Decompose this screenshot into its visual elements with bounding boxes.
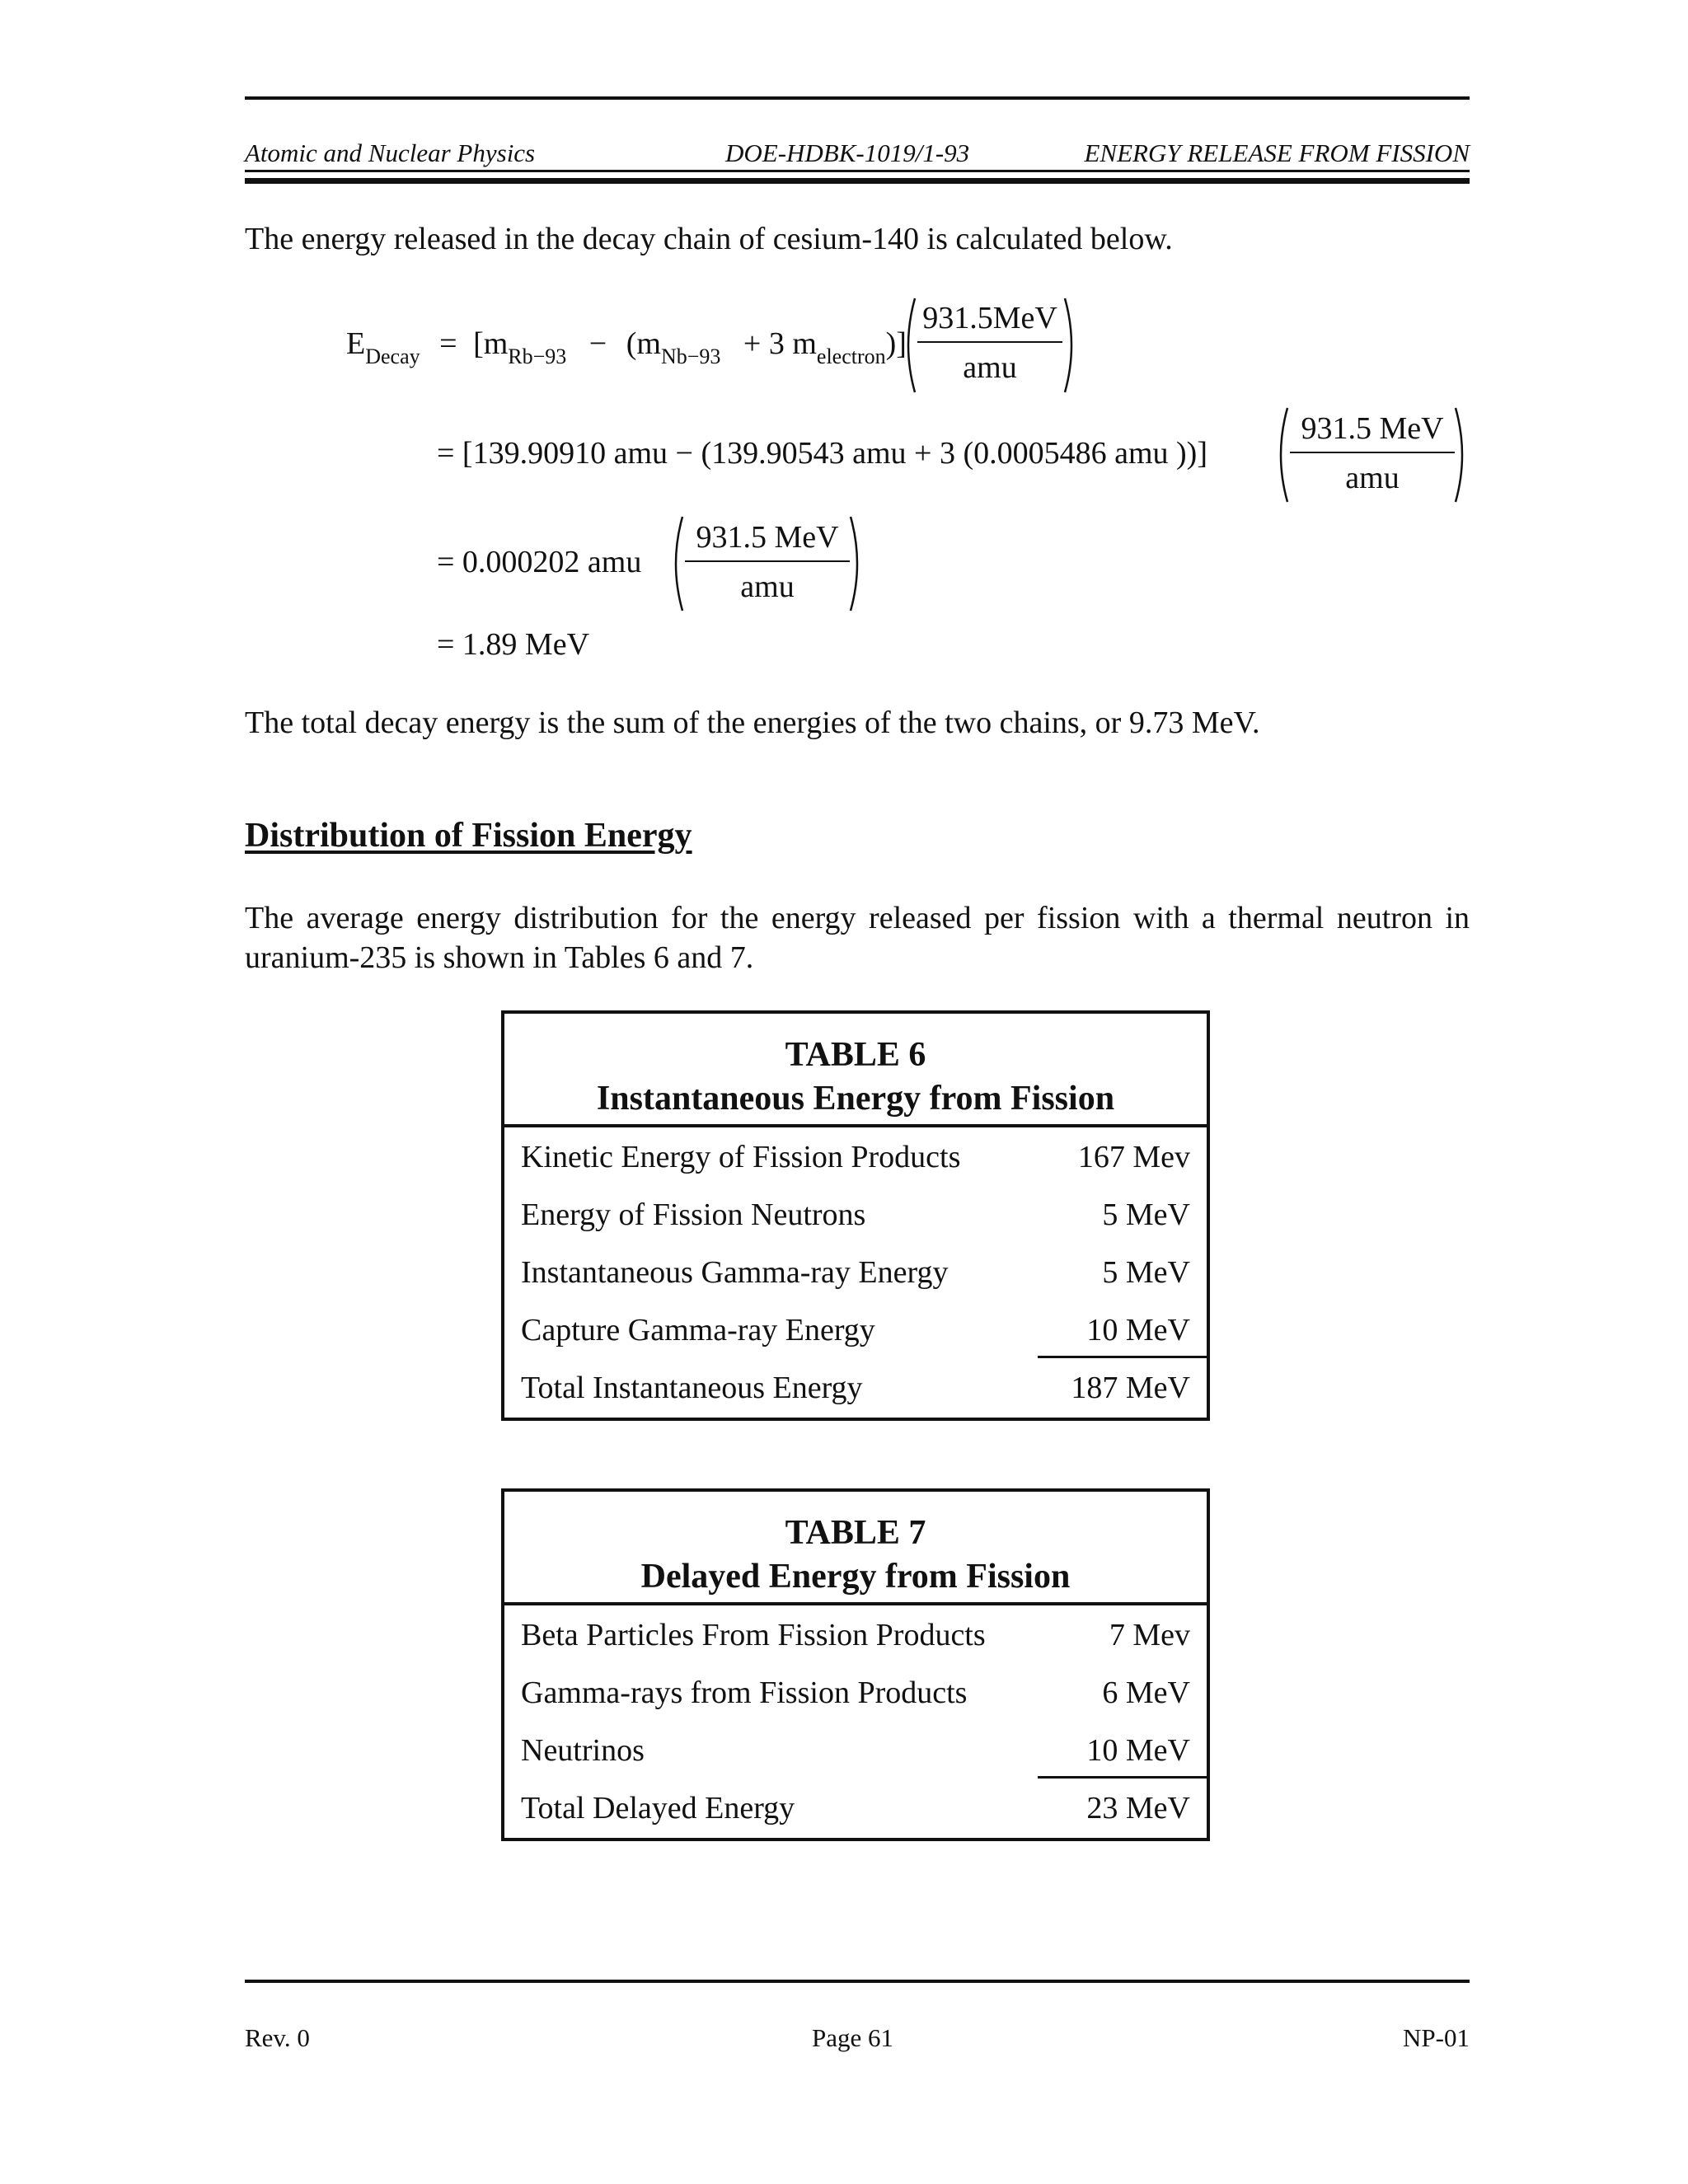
row-value: 7 Mev [1109, 1618, 1190, 1652]
header-top-rule [245, 96, 1470, 100]
total-value: 23 MeV [1086, 1791, 1190, 1825]
table-row [504, 1127, 1207, 1185]
row-label: Instantaneous Gamma-ray Energy [521, 1255, 949, 1290]
table-row [504, 1185, 1207, 1243]
table-row [504, 1721, 1207, 1779]
table-total-row [504, 1779, 1207, 1838]
row-label: Gamma-rays from Fission Products [521, 1675, 968, 1710]
frac1-num: 931.5MeV [922, 301, 1057, 335]
header-bottom-rule-2 [245, 178, 1470, 184]
frac1-right-paren [1062, 297, 1081, 394]
table-6-header [504, 1014, 1207, 1127]
frac2-right-paren [1452, 406, 1472, 504]
table-7-header [504, 1492, 1207, 1605]
eq-lhs-sub: Decay [365, 344, 420, 368]
eq-open: [m [473, 326, 509, 361]
equation-line-2: = [139.90910 amu − (139.90543 amu + 3 (0.0005486 amu ))] [437, 436, 1207, 471]
row-label: Kinetic Energy of Fission Products [521, 1140, 961, 1174]
eq-minus: − [588, 326, 607, 361]
section-title: Distribution of Fission Energy [245, 817, 692, 855]
row-label: Neutrinos [521, 1733, 645, 1768]
table-6 [501, 1010, 1210, 1421]
row-value: 10 MeV [1086, 1313, 1190, 1347]
frac2-num: 931.5 MeV [1301, 411, 1444, 446]
frac1-left-paren [898, 297, 918, 394]
table-row [504, 1243, 1207, 1301]
frac2-left-paren [1271, 406, 1291, 504]
table-total-row [504, 1358, 1207, 1418]
eq-equals: = [439, 326, 457, 361]
frac1 [917, 300, 1062, 386]
header-right: ENERGY RELEASE FROM FISSION [1084, 138, 1470, 167]
footer-rule [245, 1980, 1470, 1983]
row-value: 6 MeV [1102, 1675, 1190, 1710]
row-label: Energy of Fission Neutrons [521, 1197, 866, 1232]
eq-close: )] [885, 326, 907, 361]
section-paragraph: The average energy distribution for the energy released per fission with a thermal neutron in uranium-235 is shown in Tables 6 and 7. [245, 901, 1470, 975]
header-left: Atomic and Nuclear Physics [245, 138, 536, 167]
total-label: Total Instantaneous Energy [521, 1371, 863, 1405]
total-label: Total Delayed Energy [521, 1791, 795, 1825]
frac3-right-paren [847, 515, 867, 612]
eq-sub-rb: Rb−93 [508, 344, 567, 368]
total-value: 187 MeV [1071, 1371, 1190, 1405]
row-value: 10 MeV [1086, 1733, 1190, 1768]
row-value: 5 MeV [1102, 1255, 1190, 1290]
header-center: DOE-HDBK-1019/1-93 [725, 138, 970, 167]
eq-paren-open: (m [626, 326, 661, 361]
eq-lhs: E [346, 326, 366, 361]
frac2 [1290, 410, 1455, 496]
equation-line-3: = 0.000202 amu [437, 545, 642, 579]
row-label: Beta Particles From Fission Products [521, 1618, 986, 1652]
frac3-den: amu [740, 569, 795, 604]
table-6-subtitle: Instantaneous Energy from Fission [596, 1080, 1115, 1118]
frac2-den: amu [1345, 461, 1400, 495]
equation-line-4: = 1.89 MeV [437, 627, 590, 662]
table-row [504, 1301, 1207, 1358]
eq-plus: + 3 m [743, 326, 817, 361]
intro-text: The energy released in the decay chain of cesium-140 is calculated below. [245, 222, 1173, 256]
row-value: 167 Mev [1077, 1140, 1190, 1174]
table-7 [501, 1488, 1210, 1841]
footer-right: NP-01 [1403, 2023, 1470, 2052]
footer-center: Page 61 [812, 2023, 894, 2052]
frac1-den: amu [963, 350, 1017, 385]
frac3 [685, 519, 850, 605]
eq-sub-nb: Nb−93 [660, 344, 721, 368]
table-row [504, 1663, 1207, 1721]
table-7-title: TABLE 7 [785, 1514, 926, 1552]
table-6-title: TABLE 6 [785, 1036, 926, 1074]
total-decay-text: The total decay energy is the sum of the energies of the two chains, or 9.73 MeV. [245, 705, 1260, 740]
frac3-num: 931.5 MeV [696, 520, 839, 555]
equation-line-1 [346, 326, 907, 369]
header-bottom-rule-1 [245, 170, 1470, 172]
row-label: Capture Gamma-ray Energy [521, 1313, 875, 1347]
footer-left: Rev. 0 [245, 2023, 310, 2052]
table-row [504, 1605, 1207, 1663]
row-value: 5 MeV [1102, 1197, 1190, 1232]
table-7-subtitle: Delayed Energy from Fission [640, 1558, 1071, 1596]
eq-sub-electron: electron [816, 344, 886, 368]
frac3-left-paren [666, 515, 686, 612]
